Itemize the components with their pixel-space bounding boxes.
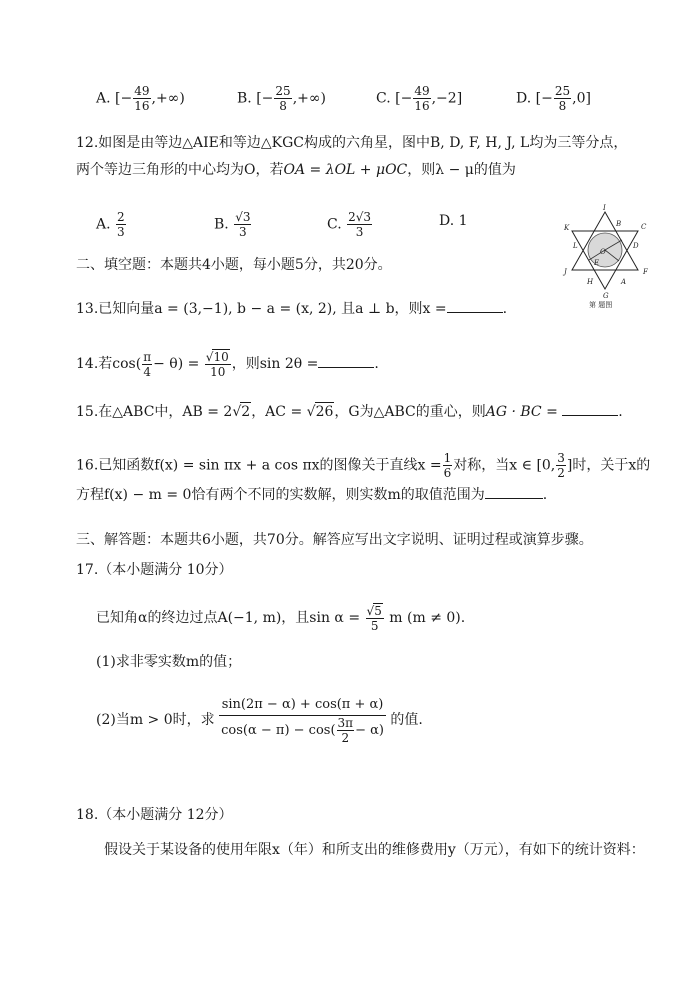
hexagram-figure <box>559 204 655 308</box>
label-d: D <box>633 242 639 250</box>
q14: 14.若cos( $\frac{\pi}{4}$ − θ) = $\frac{√10}{10}$ ，则sin 2θ = . <box>76 349 379 379</box>
q12-option-a: A. $\frac{2}{3}$ <box>96 210 125 239</box>
label-i: I <box>603 204 606 212</box>
label-a: A <box>621 278 627 286</box>
label-c: C <box>641 223 647 231</box>
label-f: F <box>643 268 648 276</box>
label-k: K <box>564 224 570 232</box>
section-2-heading: 二、填空题：本题共4小题，每小题5分，共20分。 <box>76 257 392 273</box>
label-j: J <box>564 268 567 276</box>
q11-option-a: A. [− $\frac{49}{16}$ ,+∞) <box>96 84 185 113</box>
q12-vector-equation: OA = λOL + μOC <box>283 162 408 178</box>
q12-option-c: C. $\frac{2√3}{3}$ <box>327 210 372 239</box>
q15: 15.在△ABC中，AB = 2√2，AC = √26，G为△ABC的重心，则AG · BC = . <box>76 401 623 421</box>
label-g: G <box>603 292 609 300</box>
q13: 13.已知向量a = (3,−1), b − a = (x, 2), 且a ⊥ b，则x = . <box>76 298 507 318</box>
label-e: E <box>594 259 600 267</box>
q18-stem: 假设关于某设备的使用年限x（年）和所支出的维修费用y（万元），有如下的统计资料： <box>104 842 645 858</box>
label-l: L <box>573 242 578 250</box>
q18-heading: 18.（本小题满分 12分） <box>76 807 233 823</box>
q17-part-1: (1)求非零实数m的值； <box>96 654 242 670</box>
q17-part-2-fraction: sin(2π − α) + cos(π + α) cos(α − π) − cos( $\frac{3\pi}{2}$ − α) <box>221 697 384 745</box>
q11-option-d: D. [− $\frac{25}{8}$ ,0] <box>516 84 591 113</box>
q12-line2: 两个等边三角形的中心均为O，若OA = λOL + μOC，则λ − μ的值为 <box>76 162 516 178</box>
q17-part-2: (2)当m > 0时，求 sin(2π − α) + cos(π + α) cos(α − π) − cos( $\frac{3\pi}{2}$ − α) 的值. <box>96 697 423 745</box>
figure-caption: 第 题图 <box>589 301 613 308</box>
label-o: O <box>600 248 606 256</box>
q15-answer-blank[interactable] <box>562 401 618 416</box>
q11-option-c: C. [− $\frac{49}{16}$ ,−2] <box>376 84 463 113</box>
q17-heading: 17.（本小题满分 10分） <box>76 562 233 578</box>
q13-answer-blank[interactable] <box>447 298 503 313</box>
label-b: B <box>616 220 622 228</box>
q14-answer-blank[interactable] <box>318 353 374 368</box>
q16-line1: 16.已知函数f(x) = sin πx + a cos πx的图像关于直线x = $\frac{1}{6}$ 对称，当x ∈ [0, $\frac{3}{2}$ ]时，关于x的 <box>76 451 651 480</box>
q16-answer-blank[interactable] <box>485 484 543 499</box>
label-h: H <box>587 278 594 286</box>
q12-option-d: D. 1 <box>439 213 468 229</box>
q16-line2: 方程f(x) − m = 0恰有两个不同的实数解，则实数m的取值范围为 . <box>76 484 547 504</box>
q17-stem: 已知角α的终边过点A(−1, m)，且sin α = $\frac{√5}{5}$ m (m ≠ 0). <box>96 604 466 633</box>
q11-option-b: B. [− $\frac{25}{8}$ ,+∞) <box>237 84 326 113</box>
section-3-heading: 三、解答题：本题共6小题，共70分。解答应写出文字说明、证明过程或演算步骤。 <box>76 532 593 548</box>
q12-option-b: B. $\frac{√3}{3}$ <box>214 210 251 239</box>
q12-line1: 12.如图是由等边△AIE和等边△KGC构成的六角星，图中B, D, F, H, J, L均为三等分点， <box>76 135 628 151</box>
